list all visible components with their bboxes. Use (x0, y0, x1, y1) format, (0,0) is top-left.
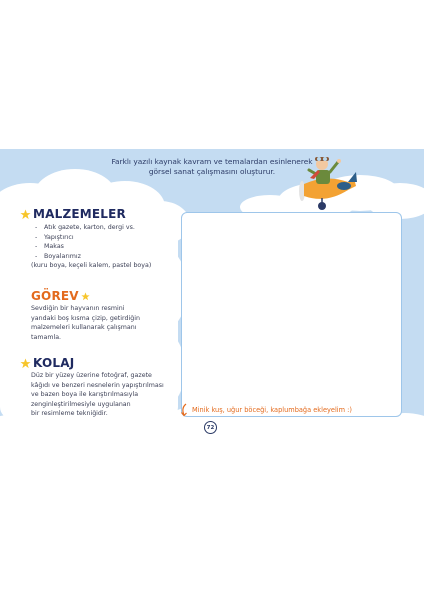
task-line: tamamla. (31, 333, 62, 341)
collage-title: KOLAJ (33, 356, 75, 370)
hint-text: Minik kuş, uğur böceği, kaplumbağa ekleyelim :) (192, 406, 352, 414)
drawing-area[interactable] (181, 212, 402, 417)
intro-line-2: görsel sanat çalışmasını oluşturur. (148, 167, 276, 176)
list-item: - Yapıştırıcı (35, 233, 74, 241)
materials-heading (20, 207, 151, 221)
collage-line: zenginleştirilmesiyle uygulanan (31, 400, 131, 408)
star-icon (20, 358, 31, 369)
materials-note: (kuru boya, keçeli kalem, pastel boya) (31, 262, 152, 270)
task-section (20, 289, 140, 342)
curved-arrow-icon (180, 403, 189, 417)
collage-line: bir resimleme tekniğidir. (31, 410, 108, 418)
collage-heading (20, 356, 164, 370)
intro-text (100, 157, 324, 177)
collage-section (20, 356, 164, 419)
collage-line: kâğıdı ve benzeri nesnelerin yapıştırılması (31, 381, 164, 389)
list-item: - Atık gazete, karton, dergi vs. (35, 224, 135, 231)
collage-text (31, 371, 164, 419)
task-line: Sevdiğin bir hayvanın resmini (31, 305, 125, 312)
hint (180, 403, 352, 417)
collage-line: ve bazen boya ile karıştırılmasıyla (31, 391, 139, 399)
intro-line-1: Farklı yazılı kaynak kavram ve temalardan esinlenerek (111, 157, 313, 166)
collage-line: Düz bir yüzey üzerine fotoğraf, gazete (31, 372, 152, 379)
star-icon (81, 292, 90, 301)
materials-section (20, 207, 151, 271)
task-line: malzemeleri kullanarak çalışmanı (31, 324, 137, 332)
airplane-pilot-illustration (296, 152, 358, 212)
list-item: - Boyalarımız (35, 252, 81, 260)
page-number: 72 (204, 421, 217, 434)
activity-page (0, 149, 424, 450)
list-item: - Makas (35, 243, 64, 251)
task-title: GÖREV (31, 289, 79, 303)
task-text (31, 304, 140, 342)
materials-title: MALZEMELER (33, 207, 126, 221)
task-heading (20, 289, 140, 303)
star-icon (20, 209, 31, 220)
task-line: yandaki boş kısma çizip, getirdiğin (31, 314, 140, 322)
materials-list (31, 223, 151, 261)
